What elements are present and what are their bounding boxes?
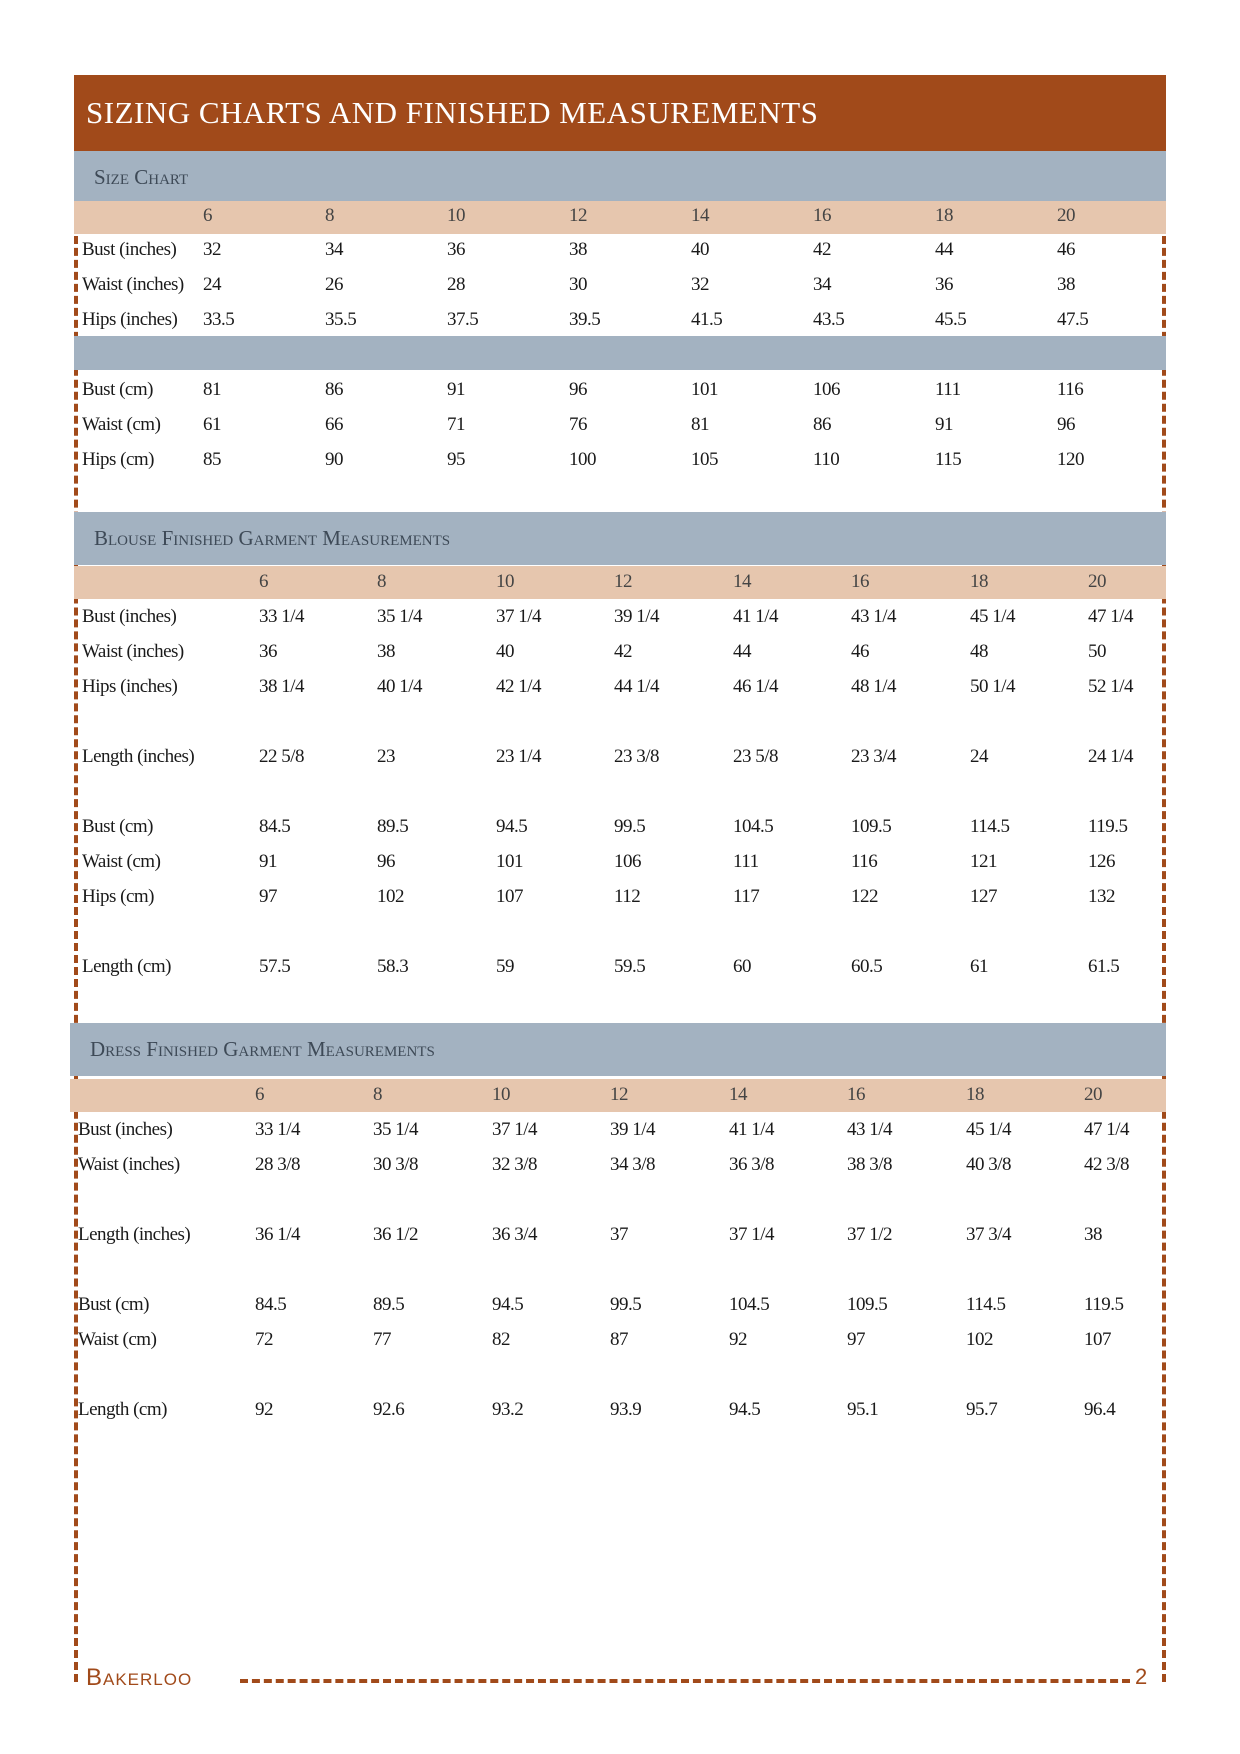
measurement-cell: 40 [691, 239, 709, 260]
measurement-cell: 40 1/4 [377, 676, 423, 697]
measurement-cell: 104.5 [733, 816, 774, 837]
measurement-cell: 44 [935, 239, 953, 260]
measurement-cell: 106 [614, 851, 641, 872]
row-label: Bust (inches) [82, 606, 177, 627]
measurement-cell: 46 1/4 [733, 676, 779, 697]
measurement-cell: 122 [851, 886, 878, 907]
blouse-size-header: 12 [614, 571, 632, 592]
measurement-cell: 111 [935, 379, 961, 400]
size-chart-size-header: 16 [813, 205, 831, 226]
measurement-cell: 44 1/4 [614, 676, 660, 697]
measurement-cell: 119.5 [1088, 816, 1128, 837]
measurement-cell: 86 [325, 379, 343, 400]
measurement-cell: 127 [970, 886, 997, 907]
measurement-cell: 36 1/4 [255, 1224, 301, 1245]
measurement-cell: 41.5 [691, 309, 723, 330]
measurement-cell: 59.5 [614, 956, 646, 977]
measurement-cell: 34 3/8 [610, 1154, 656, 1175]
row-label: Length (inches) [78, 1224, 191, 1245]
measurement-cell: 110 [813, 449, 840, 470]
measurement-cell: 23 5/8 [733, 746, 779, 767]
measurement-cell: 92.6 [373, 1399, 405, 1420]
measurement-cell: 59 [496, 956, 514, 977]
measurement-cell: 23 [377, 746, 395, 767]
measurement-cell: 101 [496, 851, 523, 872]
measurement-cell: 116 [851, 851, 878, 872]
measurement-cell: 38 [1057, 274, 1075, 295]
row-label: Bust (cm) [78, 1294, 149, 1315]
row-label: Hips (inches) [82, 676, 178, 697]
measurement-cell: 76 [569, 414, 587, 435]
measurement-cell: 36 3/8 [729, 1154, 775, 1175]
measurement-cell: 42 1/4 [496, 676, 542, 697]
footer-dashed-rule [240, 1679, 1130, 1683]
measurement-cell: 22 5/8 [259, 746, 305, 767]
row-label: Waist (cm) [82, 414, 161, 435]
measurement-cell: 44 [733, 641, 751, 662]
page-title-bar [74, 75, 1166, 151]
measurement-cell: 36 [935, 274, 953, 295]
row-label: Bust (inches) [82, 239, 177, 260]
measurement-cell: 93.2 [492, 1399, 524, 1420]
measurement-cell: 39 1/4 [614, 606, 660, 627]
measurement-cell: 28 3/8 [255, 1154, 301, 1175]
measurement-cell: 43 1/4 [847, 1119, 893, 1140]
blouse-size-header: 18 [970, 571, 988, 592]
measurement-cell: 37 1/4 [729, 1224, 775, 1245]
measurement-cell: 23 3/4 [851, 746, 897, 767]
measurement-cell: 38 1/4 [259, 676, 305, 697]
measurement-cell: 24 [970, 746, 988, 767]
measurement-cell: 45 1/4 [970, 606, 1016, 627]
measurement-cell: 97 [847, 1329, 865, 1350]
size-chart-size-header: 8 [325, 205, 334, 226]
measurement-cell: 111 [733, 851, 759, 872]
dress-size-header: 6 [255, 1084, 264, 1105]
measurement-cell: 34 [813, 274, 831, 295]
measurement-cell: 81 [203, 379, 221, 400]
measurement-cell: 39 1/4 [610, 1119, 656, 1140]
size-chart-size-header: 20 [1057, 205, 1075, 226]
measurement-cell: 93.9 [610, 1399, 642, 1420]
row-label: Bust (inches) [78, 1119, 173, 1140]
measurement-cell: 38 3/8 [847, 1154, 893, 1175]
row-label: Bust (cm) [82, 816, 153, 837]
measurement-cell: 36 [447, 239, 465, 260]
dress-size-header: 12 [610, 1084, 628, 1105]
blouse-size-header: 16 [851, 571, 869, 592]
measurement-cell: 91 [935, 414, 953, 435]
measurement-cell: 42 [614, 641, 632, 662]
measurement-cell: 96.4 [1084, 1399, 1116, 1420]
size-chart-size-header: 12 [569, 205, 587, 226]
measurement-cell: 85 [203, 449, 221, 470]
measurement-cell: 92 [729, 1329, 747, 1350]
measurement-cell: 30 3/8 [373, 1154, 419, 1175]
measurement-cell: 89.5 [377, 816, 409, 837]
dress-size-header: 14 [729, 1084, 747, 1105]
row-label: Waist (cm) [82, 851, 161, 872]
size-chart-size-header: 14 [691, 205, 709, 226]
row-label: Length (cm) [78, 1399, 167, 1420]
measurement-cell: 40 3/8 [966, 1154, 1012, 1175]
blouse-size-header: 8 [377, 571, 386, 592]
size-chart-size-row [74, 201, 1166, 234]
measurement-cell: 38 [377, 641, 395, 662]
dashed-page-frame [74, 200, 1166, 1682]
measurement-cell: 104.5 [729, 1294, 770, 1315]
measurement-cell: 99.5 [610, 1294, 642, 1315]
measurement-cell: 48 1/4 [851, 676, 897, 697]
measurement-cell: 91 [259, 851, 277, 872]
measurement-cell: 24 1/4 [1088, 746, 1134, 767]
measurement-cell: 37.5 [447, 309, 479, 330]
measurement-cell: 35 1/4 [377, 606, 423, 627]
measurement-cell: 102 [966, 1329, 993, 1350]
measurement-cell: 36 1/2 [373, 1224, 419, 1245]
measurement-cell: 46 [851, 641, 869, 662]
measurement-cell: 41 1/4 [729, 1119, 775, 1140]
measurement-cell: 95 [447, 449, 465, 470]
measurement-cell: 81 [691, 414, 709, 435]
dress-heading-band [70, 1023, 1166, 1076]
page-number: 2 [1135, 1664, 1148, 1689]
measurement-cell: 36 [259, 641, 277, 662]
measurement-cell: 50 [1088, 641, 1106, 662]
size-chart-heading-band [74, 151, 1166, 204]
measurement-cell: 115 [935, 449, 962, 470]
measurement-cell: 109.5 [851, 816, 892, 837]
measurement-cell: 84.5 [259, 816, 291, 837]
measurement-cell: 46 [1057, 239, 1075, 260]
measurement-cell: 95.7 [966, 1399, 998, 1420]
measurement-cell: 28 [447, 274, 465, 295]
footer-brand: Bakerloo [86, 1664, 193, 1691]
measurement-cell: 58.3 [377, 956, 409, 977]
measurement-cell: 33 1/4 [259, 606, 305, 627]
measurement-cell: 37 1/4 [492, 1119, 538, 1140]
measurement-cell: 42 3/8 [1084, 1154, 1130, 1175]
measurement-cell: 100 [569, 449, 596, 470]
size-chart-divider-band [74, 336, 1166, 370]
measurement-cell: 43 1/4 [851, 606, 897, 627]
measurement-cell: 35 1/4 [373, 1119, 419, 1140]
measurement-cell: 47.5 [1057, 309, 1089, 330]
measurement-cell: 37 1/2 [847, 1224, 893, 1245]
measurement-cell: 45 1/4 [966, 1119, 1012, 1140]
measurement-cell: 117 [733, 886, 760, 907]
row-label: Hips (cm) [82, 449, 155, 470]
measurement-cell: 101 [691, 379, 718, 400]
measurement-cell: 45.5 [935, 309, 967, 330]
measurement-cell: 36 3/4 [492, 1224, 538, 1245]
measurement-cell: 121 [970, 851, 997, 872]
measurement-cell: 120 [1057, 449, 1084, 470]
blouse-size-header: 14 [733, 571, 751, 592]
measurement-cell: 71 [447, 414, 465, 435]
measurement-cell: 94.5 [492, 1294, 524, 1315]
measurement-cell: 61 [970, 956, 988, 977]
size-chart-size-header: 6 [203, 205, 212, 226]
size-chart-size-header: 10 [447, 205, 465, 226]
measurement-cell: 107 [496, 886, 523, 907]
measurement-cell: 77 [373, 1329, 391, 1350]
measurement-cell: 119.5 [1084, 1294, 1124, 1315]
measurement-cell: 94.5 [496, 816, 528, 837]
measurement-cell: 48 [970, 641, 988, 662]
measurement-cell: 34 [325, 239, 343, 260]
measurement-cell: 52 1/4 [1088, 676, 1134, 697]
dress-size-header: 20 [1084, 1084, 1102, 1105]
measurement-cell: 37 1/4 [496, 606, 542, 627]
measurement-cell: 86 [813, 414, 831, 435]
blouse-size-header: 10 [496, 571, 514, 592]
blouse-heading: Blouse Finished Garment Measurements [94, 526, 451, 550]
measurement-cell: 91 [447, 379, 465, 400]
measurement-cell: 99.5 [614, 816, 646, 837]
measurement-cell: 107 [1084, 1329, 1111, 1350]
blouse-size-header: 6 [259, 571, 268, 592]
measurement-cell: 116 [1057, 379, 1084, 400]
measurement-cell: 90 [325, 449, 343, 470]
row-label: Waist (inches) [78, 1154, 180, 1175]
measurement-cell: 50 1/4 [970, 676, 1016, 697]
measurement-cell: 96 [569, 379, 587, 400]
measurement-cell: 30 [569, 274, 587, 295]
measurement-cell: 39.5 [569, 309, 601, 330]
row-label: Waist (cm) [78, 1329, 157, 1350]
measurement-cell: 40 [496, 641, 514, 662]
row-label: Waist (inches) [82, 274, 184, 295]
measurement-cell: 57.5 [259, 956, 291, 977]
measurement-cell: 37 [610, 1224, 628, 1245]
measurement-cell: 32 [203, 239, 221, 260]
row-label: Bust (cm) [82, 379, 153, 400]
row-label: Hips (cm) [82, 886, 155, 907]
measurement-cell: 112 [614, 886, 641, 907]
row-label: Length (cm) [82, 956, 171, 977]
measurement-cell: 126 [1088, 851, 1115, 872]
measurement-cell: 43.5 [813, 309, 845, 330]
dress-size-header: 8 [373, 1084, 382, 1105]
measurement-cell: 109.5 [847, 1294, 888, 1315]
measurement-cell: 47 1/4 [1084, 1119, 1130, 1140]
dress-size-header: 16 [847, 1084, 865, 1105]
measurement-cell: 42 [813, 239, 831, 260]
measurement-cell: 96 [377, 851, 395, 872]
measurement-cell: 23 1/4 [496, 746, 542, 767]
measurement-cell: 61.5 [1088, 956, 1120, 977]
measurement-cell: 26 [325, 274, 343, 295]
measurement-cell: 33.5 [203, 309, 235, 330]
measurement-cell: 114.5 [970, 816, 1010, 837]
measurement-cell: 97 [259, 886, 277, 907]
blouse-heading-band [74, 512, 1166, 565]
measurement-cell: 32 [691, 274, 709, 295]
measurement-cell: 72 [255, 1329, 273, 1350]
measurement-cell: 105 [691, 449, 718, 470]
measurement-cell: 60.5 [851, 956, 883, 977]
measurement-cell: 106 [813, 379, 840, 400]
measurement-cell: 89.5 [373, 1294, 405, 1315]
measurement-cell: 41 1/4 [733, 606, 779, 627]
measurement-cell: 84.5 [255, 1294, 287, 1315]
measurement-cell: 66 [325, 414, 343, 435]
measurement-cell: 92 [255, 1399, 273, 1420]
row-label: Waist (inches) [82, 641, 184, 662]
measurement-cell: 94.5 [729, 1399, 761, 1420]
measurement-cell: 47 1/4 [1088, 606, 1134, 627]
blouse-size-header: 20 [1088, 571, 1106, 592]
measurement-cell: 33 1/4 [255, 1119, 301, 1140]
measurement-cell: 38 [569, 239, 587, 260]
size-chart-heading: Size Chart [94, 165, 189, 189]
page-title: SIZING CHARTS AND FINISHED MEASUREMENTS [86, 95, 819, 130]
row-label: Hips (inches) [82, 309, 178, 330]
measurement-cell: 87 [610, 1329, 628, 1350]
dress-heading: Dress Finished Garment Measurements [90, 1037, 435, 1061]
measurement-cell: 35.5 [325, 309, 357, 330]
measurement-cell: 96 [1057, 414, 1075, 435]
measurement-cell: 23 3/8 [614, 746, 660, 767]
measurement-cell: 32 3/8 [492, 1154, 538, 1175]
measurement-cell: 82 [492, 1329, 510, 1350]
measurement-cell: 102 [377, 886, 404, 907]
measurement-cell: 60 [733, 956, 751, 977]
measurement-cell: 61 [203, 414, 221, 435]
measurement-cell: 132 [1088, 886, 1115, 907]
dress-size-header: 10 [492, 1084, 510, 1105]
measurement-cell: 38 [1084, 1224, 1102, 1245]
dress-size-header: 18 [966, 1084, 984, 1105]
measurement-cell: 114.5 [966, 1294, 1006, 1315]
measurement-cell: 95.1 [847, 1399, 879, 1420]
measurement-cell: 37 3/4 [966, 1224, 1012, 1245]
row-label: Length (inches) [82, 746, 195, 767]
measurement-cell: 24 [203, 274, 221, 295]
size-chart-size-header: 18 [935, 205, 953, 226]
